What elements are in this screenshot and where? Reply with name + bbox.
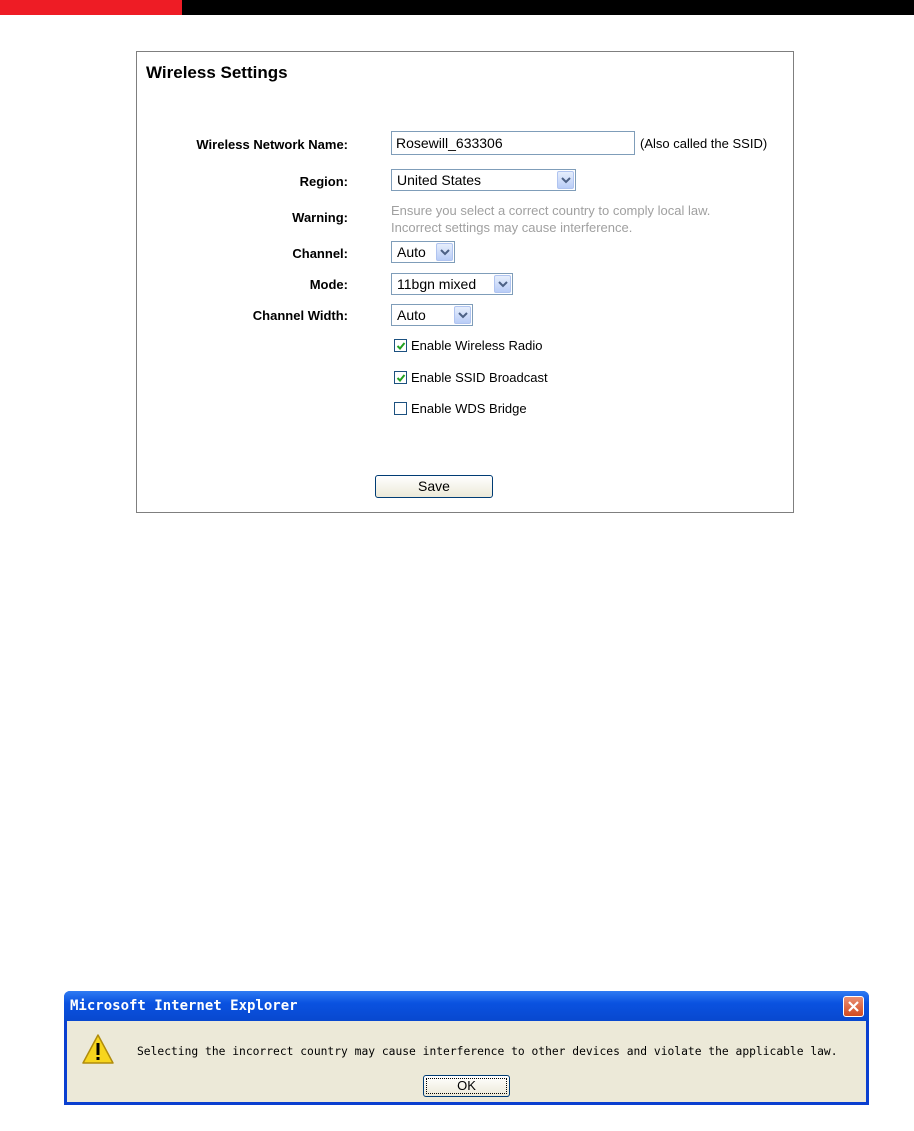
channel-width-select[interactable] — [391, 304, 473, 326]
checkbox-enable-ssid-broadcast[interactable] — [394, 370, 548, 385]
page-title: Wireless Settings — [146, 63, 288, 82]
dialog-body — [67, 1021, 866, 1102]
chevron-down-icon — [494, 275, 511, 293]
dialog-titlebar[interactable] — [64, 991, 869, 1021]
channel-select[interactable] — [391, 241, 455, 263]
wireless-settings-panel — [136, 51, 794, 513]
channel-label: Channel: — [292, 246, 348, 261]
ie-alert-dialog — [64, 991, 869, 1105]
mode-select[interactable] — [391, 273, 513, 295]
document-header-accent — [0, 0, 182, 15]
ok-button[interactable]: OK — [423, 1075, 510, 1097]
checkbox-enable-wds-bridge[interactable] — [394, 401, 527, 416]
region-label: Region: — [299, 174, 348, 189]
close-button[interactable] — [843, 996, 864, 1017]
dialog-title: Microsoft Internet Explorer — [70, 998, 298, 1014]
chevron-down-icon — [454, 306, 471, 324]
region-select-value: United States — [397, 172, 482, 188]
warning-line: Ensure you select a correct country to comply local law. — [391, 203, 711, 218]
ssid-hint: (Also called the SSID) — [640, 136, 768, 151]
chevron-down-icon — [557, 171, 574, 189]
document-header-band — [0, 0, 914, 15]
channel-select-value: Auto — [397, 244, 426, 260]
region-select[interactable] — [391, 169, 576, 191]
chevron-down-icon — [436, 243, 453, 261]
save-button[interactable]: Save — [375, 475, 493, 498]
warning-icon — [81, 1033, 115, 1067]
checkbox[interactable] — [394, 371, 407, 384]
mode-label: Mode: — [309, 277, 348, 292]
close-icon — [847, 1000, 860, 1013]
ssid-label: Wireless Network Name: — [196, 137, 348, 152]
channel-width-label: Channel Width: — [252, 308, 348, 323]
checkbox-label: Enable SSID Broadcast — [411, 370, 548, 385]
warning-line: Incorrect settings may cause interference. — [391, 220, 633, 235]
ssid-input[interactable] — [391, 131, 635, 155]
channel-width-select-value: Auto — [397, 307, 426, 323]
warning-label: Warning: — [292, 210, 348, 225]
dialog-message: Selecting the incorrect country may cause interference to other devices and violate the applicable law. — [137, 1045, 838, 1058]
checkbox[interactable] — [394, 339, 407, 352]
mode-select-value: 11bgn mixed — [397, 276, 477, 292]
warning-text — [391, 202, 710, 236]
checkbox-label: Enable WDS Bridge — [411, 401, 527, 416]
checkbox-enable-wireless-radio[interactable] — [394, 338, 543, 353]
checkbox-label: Enable Wireless Radio — [411, 338, 543, 353]
checkbox[interactable] — [394, 402, 407, 415]
